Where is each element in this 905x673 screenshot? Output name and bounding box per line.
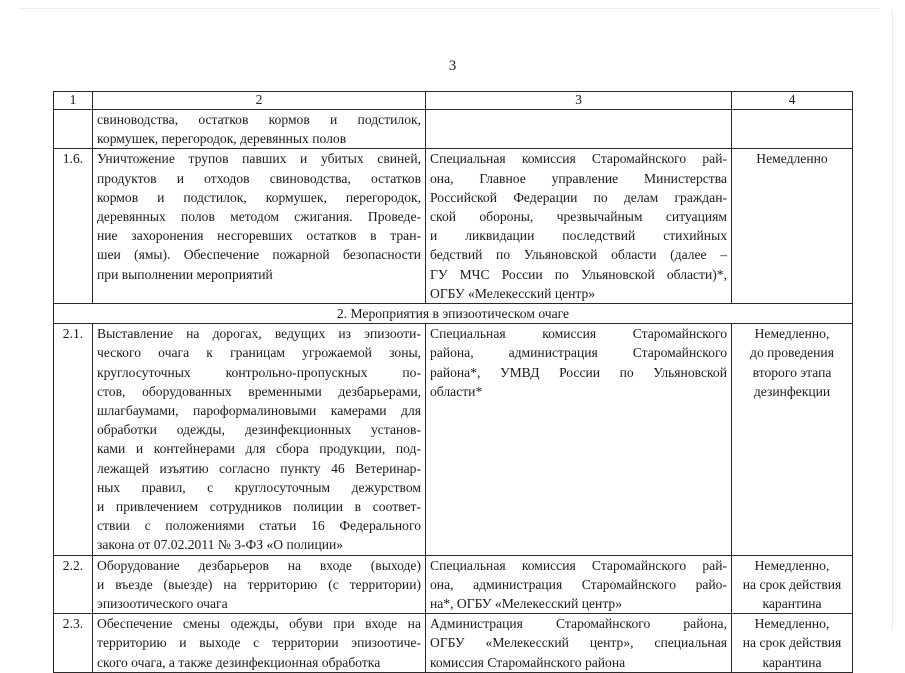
text-line: Специальная комиссия Старомайнского рай-: [430, 151, 727, 167]
measure-cell: [93, 614, 426, 673]
measure-cell: [93, 149, 426, 304]
text-line: она, Главное управление Министерства: [430, 170, 727, 186]
text-line: продуктов и отходов свиноводства, остатков: [97, 170, 421, 186]
text-line: ской обороны, чрезвычайным ситуациям: [430, 209, 727, 225]
text-line: комиссия Старомайнского района: [430, 654, 626, 670]
text-line: кормов и подстилок, кормушек, перегородок,: [97, 189, 421, 205]
text-line: при выполнении мероприятий: [97, 266, 273, 282]
table-row: [54, 614, 853, 673]
text-line: Оборудование дезбарьеров на входе (выходе): [97, 557, 421, 573]
header-col-2: 2: [93, 92, 426, 110]
text-line: Уничтожение трупов павших и убитых свиней,: [97, 151, 421, 167]
text-line: обработки одежды, дезинфекционных установ-: [97, 422, 421, 438]
text-line: и ликвидации последствий стихийных: [430, 228, 727, 244]
text-line: территорию и выходе с территории эпизоотиче-: [97, 635, 421, 651]
table-row: [54, 324, 853, 555]
table-row-continued: [54, 110, 853, 149]
text-line: ние захоронения несгоревших остатков в тран-: [97, 228, 421, 244]
term-line: до проведения: [750, 345, 834, 361]
scan-edge-right: [892, 10, 893, 630]
text-line: ками и контейнерами для сбора продукции, под-: [97, 441, 421, 457]
text-line: района, администрация Старомайнского: [430, 345, 727, 361]
text-line: Специальная комиссия Старомайнского: [430, 326, 727, 342]
text-line: ОГБУ «Мелекесский центр»: [430, 285, 596, 301]
term-cell: [732, 614, 853, 673]
responsible-cell: [426, 555, 732, 614]
responsible-cell: [426, 149, 732, 304]
text-line: Специальная комиссия Старомайнского рай-: [430, 557, 727, 573]
text-line: шлагбаумами, пароформалиновыми камерами для: [97, 403, 421, 419]
text-line: области*: [430, 383, 483, 399]
term-cell: [732, 324, 853, 555]
term-line: Немедленно: [756, 151, 828, 167]
text-line: ческого очага к границам угрожаемой зоны,: [97, 345, 421, 361]
text-line: шеи (ямы). Обеспечение пожарной безопасности: [97, 247, 421, 263]
text-line: ствии с положениями статьи 16 Федерального: [97, 518, 421, 534]
text-line: ского очага, а также дезинфекционная обработка: [97, 654, 381, 670]
text-line: закона от 07.02.2011 № 3-ФЗ «О полиции»: [97, 537, 344, 553]
term-line: Немедленно,: [754, 557, 830, 573]
header-col-1: 1: [54, 92, 93, 110]
table-row: [54, 149, 853, 304]
scan-edge-top: [20, 8, 880, 9]
term-line: дезинфекции: [753, 383, 831, 399]
term-line: Немедленно,: [754, 616, 830, 632]
text-line: Обеспечение смены одежды, обуви при входе на: [97, 616, 421, 632]
section-title: 2. Мероприятия в эпизоотическом очаге: [54, 304, 853, 324]
measures-table: [53, 91, 853, 673]
text-line: лежащей изъятию согласно пункту 46 Ветеринар-: [97, 460, 421, 476]
table-header-row: [54, 92, 853, 110]
text-line: свиноводства, остатков кормов и подстилок,: [97, 112, 421, 127]
text-line: стов, оборудованных временными дезбарьерами,: [97, 383, 421, 399]
text-line: деревянных полов методом сжигания. Проведе-: [97, 209, 421, 225]
text-line: ГУ МЧС России по Ульяновской области)*,: [430, 266, 727, 282]
term-line: карантина: [762, 596, 822, 612]
term-line: на срок действия: [742, 576, 842, 592]
table-row: [54, 555, 853, 614]
item-number: 1.6.: [54, 149, 93, 304]
header-col-4: 4: [732, 92, 853, 110]
item-number: [54, 110, 93, 149]
term-line: карантина: [762, 654, 822, 670]
page-number: 3: [448, 58, 457, 74]
measure-cell: [93, 324, 426, 555]
header-col-3: 3: [426, 92, 732, 110]
term-cell: [732, 149, 853, 304]
term-line: на срок действия: [742, 635, 842, 651]
term-cell: [732, 555, 853, 614]
responsible-cell: [426, 324, 732, 555]
text-line: Российской Федерации по делам граждан-: [430, 189, 727, 205]
term-line: второго этапа: [752, 364, 832, 380]
responsible-cell: [426, 614, 732, 673]
text-line: кормушек, перегородок, деревянных полов: [97, 131, 347, 147]
text-line: круглосуточных контрольно-пропускных по-: [97, 364, 421, 380]
text-line: Администрация Старомайнского района,: [430, 616, 727, 632]
text-line: бедствий по Ульяновской области (далее –: [430, 247, 727, 263]
section-row: [54, 304, 853, 324]
term-line: Немедленно,: [754, 326, 830, 342]
responsible-cell: [426, 110, 732, 149]
text-line: ОГБУ «Мелекесский центр», специальная: [430, 635, 727, 651]
text-line: она, администрация Старомайнского райо-: [430, 576, 727, 592]
item-number: 2.1.: [54, 324, 93, 555]
text-line: и привлечением сотрудников полиции в соответ-: [97, 499, 421, 515]
measure-cell: [93, 555, 426, 614]
item-number: 2.3.: [54, 614, 93, 673]
text-line: эпизоотического очага: [97, 596, 228, 612]
text-line: района*, УМВД России по Ульяновской: [430, 364, 727, 380]
text-line: ных правил, с круглосуточным дежурством: [97, 479, 421, 495]
item-number: 2.2.: [54, 555, 93, 614]
term-cell: [732, 110, 853, 149]
measure-cell: [93, 110, 426, 149]
text-line: на*, ОГБУ «Мелекесский центр»: [430, 596, 623, 612]
text-line: и въезде (выезде) на территорию (с территории): [97, 576, 421, 592]
text-line: Выставление на дорогах, ведущих из эпизооти-: [97, 326, 421, 342]
